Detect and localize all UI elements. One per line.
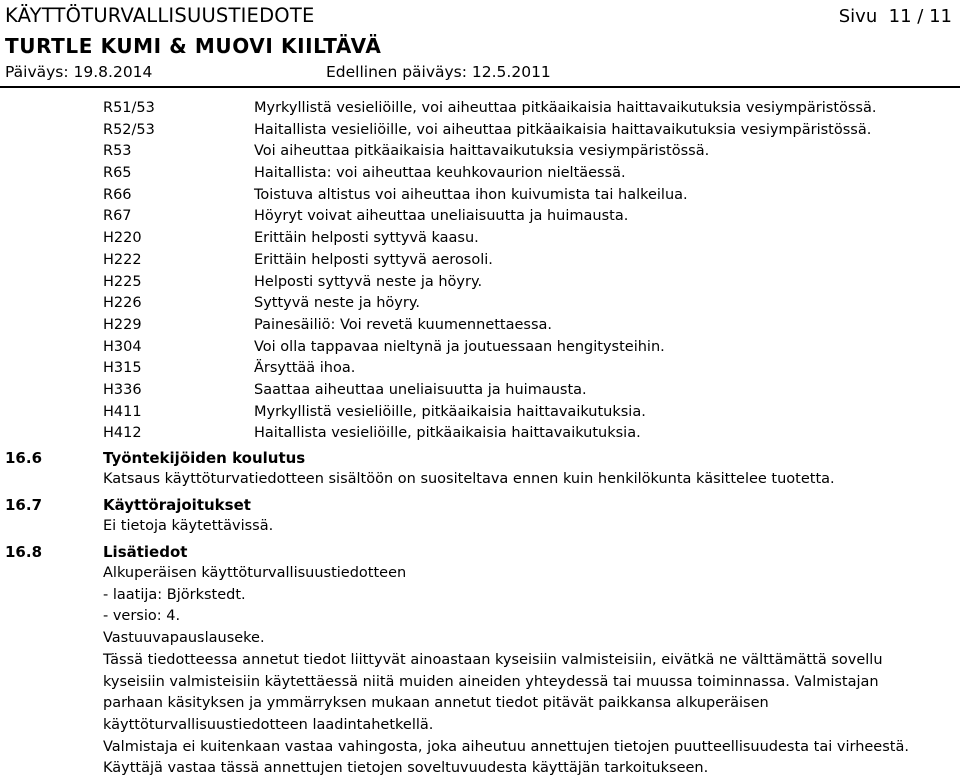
phrase-text: Helposti syttyvä neste ja höyry.	[254, 273, 483, 290]
section-number: 16.8	[5, 543, 43, 561]
phrase-code: R53	[103, 143, 132, 160]
phrase-text: Haitallista vesieliöille, voi aiheuttaa pitkäaikaisia haittavaikutuksia vesiympäristössä.	[254, 121, 872, 138]
issue-date: Päiväys: 19.8.2014	[5, 63, 153, 81]
body-line: - versio: 4.	[103, 608, 181, 625]
phrase-row	[0, 379, 960, 401]
body-line: Ei tietoja käytettävissä.	[103, 518, 274, 534]
phrase-row	[0, 227, 960, 249]
phrase-text: Myrkyllistä vesieliöille, voi aiheuttaa pitkäaikaisia haittavaikutuksia vesiympäristössä.	[254, 100, 877, 116]
phrase-row	[0, 205, 960, 227]
phrase-code: R52/53	[103, 121, 155, 138]
phrase-code: H304	[103, 338, 142, 355]
section-body	[103, 563, 958, 780]
phrase-code: H336	[103, 381, 142, 398]
page-number: Sivu 11 / 11	[838, 6, 952, 27]
phrase-list	[0, 97, 960, 444]
phrase-row	[0, 292, 960, 314]
body-line: Valmistaja ei kuitenkaan vastaa vahingosta, joka aiheutuu annettujen tietojen puutteellisuudesta tai virheestä.	[103, 738, 909, 755]
phrase-text: Toistuva altistus voi aiheuttaa ihon kuivumista tai halkeilua.	[254, 186, 688, 203]
phrase-code: H229	[103, 316, 142, 333]
body-line: Alkuperäisen käyttöturvallisuustiedotteen	[103, 565, 407, 581]
phrase-code: R65	[103, 165, 132, 182]
phrase-code: R67	[103, 208, 132, 225]
phrase-row	[0, 357, 960, 379]
phrase-row	[0, 184, 960, 206]
phrase-text: Myrkyllistä vesieliöille, pitkäaikaisia haittavaikutuksia.	[254, 403, 646, 420]
phrase-row	[0, 271, 960, 293]
document-title: KÄYTTÖTURVALLISUUSTIEDOTE	[5, 4, 315, 27]
phrase-text: Painesäiliö: Voi revetä kuumennettaessa.	[254, 316, 553, 333]
company-name: TURTLE KUMI & MUOVI KIILTÄVÄ	[5, 34, 382, 58]
body-line: parhaan käsityksen ja ymmärryksen mukaan annetut tiedot pitävät paikkansa alkuperäisen	[103, 695, 769, 712]
section-title: Käyttörajoitukset	[103, 496, 251, 514]
phrase-row	[0, 401, 960, 423]
body-line: - laatija: Björkstedt.	[103, 586, 246, 603]
section-title: Työntekijöiden koulutus	[103, 449, 306, 467]
section-number: 16.7	[5, 496, 43, 514]
phrase-row	[0, 422, 960, 444]
phrase-code: H225	[103, 273, 142, 290]
phrase-text: Saattaa aiheuttaa uneliaisuutta ja huimausta.	[254, 381, 587, 398]
body-line: Käyttäjä vastaa tässä annettujen tietojen soveltuvuudesta käyttäjän tarkoitukseen.	[103, 760, 709, 777]
phrase-code: R66	[103, 186, 132, 203]
phrase-row	[0, 336, 960, 358]
section-body	[103, 469, 958, 491]
phrase-text: Ärsyttää ihoa.	[254, 360, 356, 377]
phrase-text: Erittäin helposti syttyvä kaasu.	[254, 230, 479, 247]
section-number: 16.6	[5, 449, 43, 467]
phrase-text: Haitallista: voi aiheuttaa keuhkovaurion nieltäessä.	[254, 165, 626, 182]
phrase-row	[0, 119, 960, 141]
body-line: kyseisiin valmisteisiin käytettäessä niitä muiden aineiden yhteydessä tai muussa toiminnassa. Valmistajan	[103, 673, 879, 690]
phrase-code: H315	[103, 360, 142, 377]
phrase-text: Erittäin helposti syttyvä aerosoli.	[254, 251, 493, 268]
body-line: käyttöturvallisuustiedotteen laadintahetkellä.	[103, 716, 434, 733]
phrase-code: H222	[103, 251, 142, 268]
body-line: Vastuuvapauslauseke.	[103, 630, 265, 647]
phrase-row	[0, 249, 960, 271]
phrase-code: H411	[103, 403, 142, 420]
phrase-code: H220	[103, 230, 142, 247]
section-body	[103, 516, 958, 538]
phrase-text: Höyryt voivat aiheuttaa uneliaisuutta ja huimausta.	[254, 208, 629, 225]
phrase-code: H226	[103, 295, 142, 312]
phrase-row	[0, 140, 960, 162]
body-line: Tässä tiedotteessa annetut tiedot liittyvät ainoastaan kyseisiin valmisteisiin, eivätkä ne välttämättä sovellu	[103, 651, 883, 668]
phrase-text: Haitallista vesieliöille, pitkäaikaisia haittavaikutuksia.	[254, 425, 641, 442]
phrase-row	[0, 97, 960, 119]
phrase-text: Voi aiheuttaa pitkäaikaisia haittavaikutuksia vesiympäristössä.	[254, 143, 710, 160]
header-divider	[0, 86, 960, 88]
section-title: Lisätiedot	[103, 543, 188, 561]
phrase-code: R51/53	[103, 100, 155, 116]
body-line: Katsaus käyttöturvatiedotteen sisältöön on suositeltava ennen kuin henkilökunta käsittelee tuotetta.	[103, 471, 835, 487]
phrase-text: Voi olla tappavaa nieltynä ja joutuessaan hengitysteihin.	[254, 338, 665, 355]
phrase-row	[0, 314, 960, 336]
phrase-text: Syttyvä neste ja höyry.	[254, 295, 420, 312]
phrase-code: H412	[103, 425, 142, 442]
previous-issue-date: Edellinen päiväys: 12.5.2011	[326, 63, 551, 81]
phrase-row	[0, 162, 960, 184]
